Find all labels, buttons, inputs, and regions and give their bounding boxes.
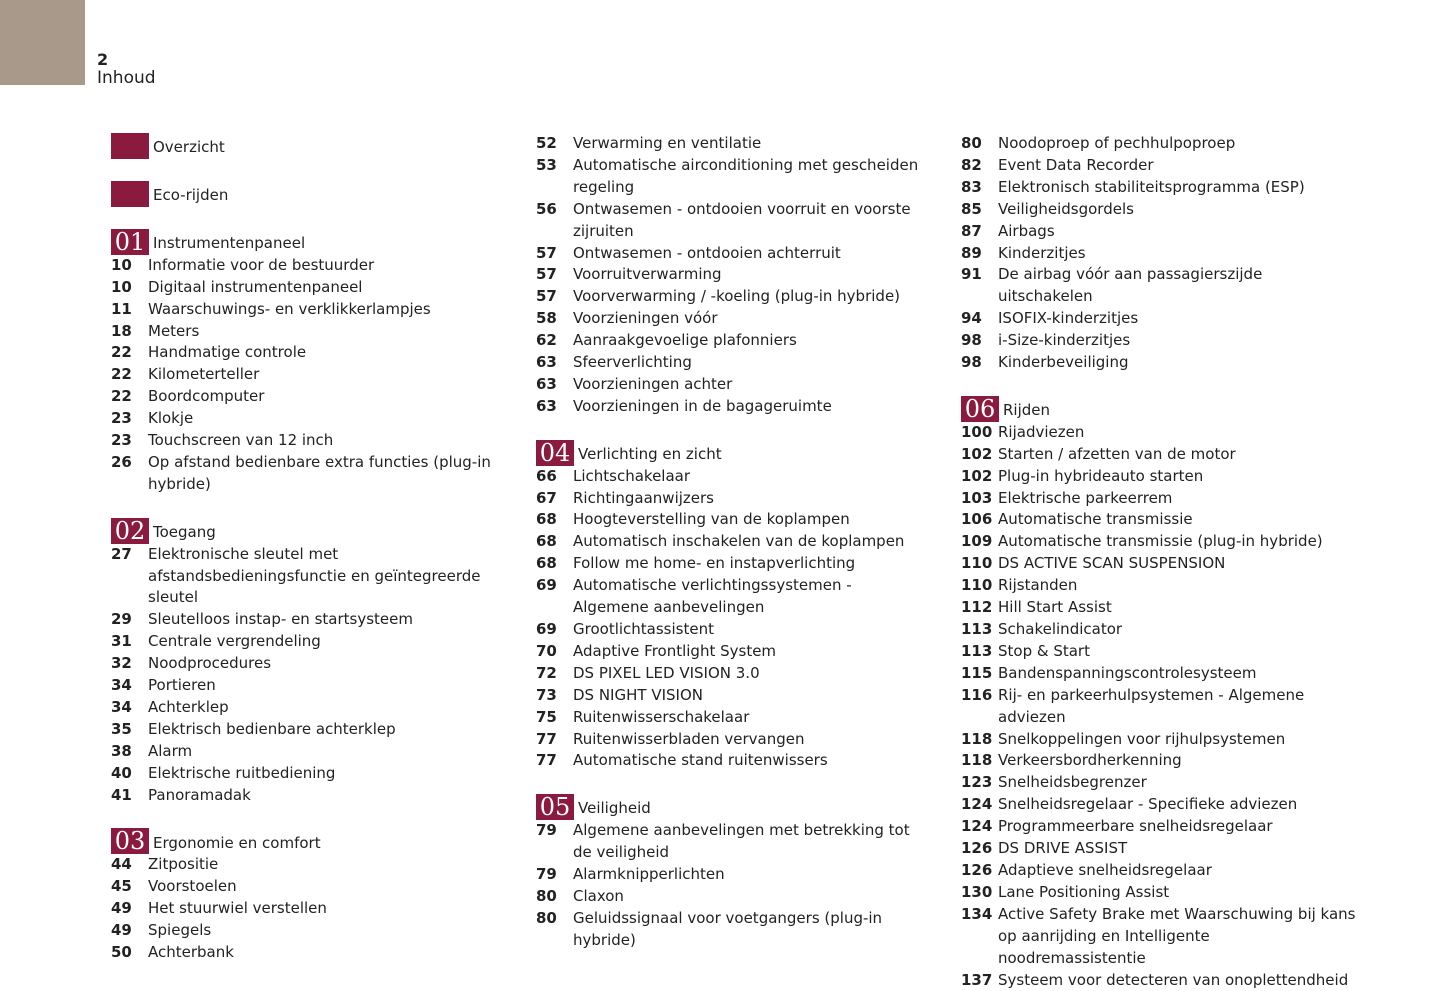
spacer: [111, 207, 511, 229]
toc-entry-text: DS DRIVE ASSIST: [998, 839, 1128, 858]
toc-entry-text: Hill Start Assist: [998, 598, 1112, 617]
toc-entry[interactable]: [961, 904, 1361, 970]
toc-entry[interactable]: [536, 243, 921, 265]
toc-entry-text: Follow me home- en instapverlichting: [573, 554, 856, 573]
toc-entry[interactable]: [111, 544, 511, 610]
section-heading[interactable]: [111, 828, 511, 854]
toc-entry[interactable]: [536, 820, 921, 864]
toc-entry-text: Active Safety Brake met Waarschuwing bij kans op aanrijding en Intelligente noodremassistentie: [998, 904, 1356, 967]
toc-page-number: 98: [961, 331, 982, 350]
toc-entry-text: Schakelindicator: [998, 620, 1123, 639]
toc-page-number: 57: [536, 265, 557, 284]
toc-entry[interactable]: [961, 750, 1361, 772]
toc-entry[interactable]: [536, 531, 921, 553]
toc-page-number: 69: [536, 576, 557, 595]
section-title: Toegang: [153, 522, 216, 541]
toc-entry[interactable]: [111, 321, 511, 343]
toc-entry[interactable]: [111, 653, 511, 675]
toc-entry[interactable]: [961, 264, 1361, 308]
toc-entry[interactable]: [961, 685, 1361, 729]
toc-entry[interactable]: [961, 330, 1361, 352]
toc-entry-text: Op afstand bedienbare extra functies (plug-in hybride): [148, 452, 491, 493]
toc-page-number: 31: [111, 632, 132, 651]
toc-entry-text: Alarmknipperlichten: [573, 865, 725, 884]
toc-entry-text: Ruitenwisserbladen vervangen: [573, 729, 805, 748]
toc-entry-text: Elektrisch bedienbare achterklep: [148, 719, 396, 738]
section-heading[interactable]: [536, 440, 921, 466]
toc-page-number: 134: [961, 904, 993, 923]
toc-entry[interactable]: [536, 199, 921, 243]
toc-entry[interactable]: [111, 364, 511, 386]
toc-page-number: 72: [536, 663, 557, 682]
toc-entry-text: Kinderbeveiliging: [998, 353, 1129, 372]
toc-entry-text: Adaptive Frontlight System: [573, 641, 777, 660]
toc-entry-text: DS ACTIVE SCAN SUSPENSION: [998, 554, 1226, 573]
toc-entry[interactable]: [111, 942, 511, 964]
toc-page-number: 66: [536, 466, 557, 485]
spacer: [536, 772, 921, 794]
toc-page-number: 52: [536, 134, 557, 152]
toc-entry[interactable]: [536, 352, 921, 374]
toc-entry-text: Rijadviezen: [998, 422, 1085, 441]
spacer: [111, 807, 511, 829]
spacer: [961, 374, 1361, 396]
toc-entry[interactable]: [536, 750, 921, 772]
section-title: Veiligheid: [578, 799, 651, 818]
toc-entry-text: Ontwasemen - ontdooien achterruit: [573, 243, 841, 262]
toc-entry[interactable]: [961, 860, 1361, 882]
toc-page-number: 98: [961, 353, 982, 372]
toc-page-number: 56: [536, 199, 557, 218]
toc-entry-text: Panoramadak: [148, 785, 251, 804]
toc-entry-text: Spiegels: [148, 921, 212, 940]
toc-entry-text: Rijstanden: [998, 576, 1078, 595]
toc-entry[interactable]: [536, 133, 921, 155]
toc-entry[interactable]: [111, 697, 511, 719]
toc-entry[interactable]: [536, 330, 921, 352]
toc-entry[interactable]: [961, 422, 1361, 444]
toc-page-number: 87: [961, 221, 982, 240]
section-heading[interactable]: [111, 133, 511, 159]
toc-entry-text: Event Data Recorder: [998, 155, 1154, 174]
toc-page-number: 77: [536, 751, 557, 770]
section-number-badge: 02: [111, 518, 149, 544]
toc-page-number: 112: [961, 598, 993, 617]
corner-tab: [0, 0, 85, 85]
toc-entry-text: Kinderzitjes: [998, 243, 1086, 262]
toc-entry-text: Richtingaanwijzers: [573, 488, 714, 507]
toc-entry[interactable]: [961, 597, 1361, 619]
section-heading[interactable]: [111, 229, 511, 255]
toc-entry[interactable]: [536, 264, 921, 286]
section-number-badge: [111, 133, 149, 159]
toc-page-number: 69: [536, 620, 557, 639]
toc-entry[interactable]: [961, 466, 1361, 488]
section-number-badge: 04: [536, 440, 574, 466]
toc-entry-text: Hoogteverstelling van de koplampen: [573, 510, 850, 529]
spacer: [111, 159, 511, 181]
toc-page-number: 82: [961, 155, 982, 174]
toc-entry[interactable]: [111, 854, 511, 876]
toc-entry-text: Starten / afzetten van de motor: [998, 444, 1236, 463]
toc-entry-text: Voorruitverwarming: [573, 265, 722, 284]
toc-page-number: 113: [961, 620, 993, 639]
toc-entry[interactable]: [961, 663, 1361, 685]
toc-entry[interactable]: [536, 908, 921, 952]
toc-page-number: 73: [536, 685, 557, 704]
toc-entry-text: Elektronisch stabiliteitsprogramma (ESP): [998, 177, 1305, 196]
section-title: Verlichting en zicht: [578, 444, 722, 463]
toc-page-number: 27: [111, 544, 132, 563]
toc-entry-text: Bandenspanningscontrolesysteem: [998, 663, 1257, 682]
toc-entry-text: DS NIGHT VISION: [573, 685, 703, 704]
toc-page-number: 26: [111, 452, 132, 471]
toc-page-number: 106: [961, 510, 993, 529]
toc-entry-text: Automatische transmissie: [998, 510, 1193, 529]
toc-page-number: 63: [536, 353, 557, 372]
toc-entry-text: Lichtschakelaar: [573, 466, 691, 485]
toc-entry[interactable]: [961, 531, 1361, 553]
toc-page-number: 115: [961, 663, 993, 682]
toc-entry-text: Adaptieve snelheidsregelaar: [998, 860, 1212, 879]
toc-entry-text: Automatische verlichtingssystemen - Algemene aanbevelingen: [573, 576, 852, 617]
toc-entry[interactable]: [536, 575, 921, 619]
toc-entry-text: Voorzieningen in de bagageruimte: [573, 396, 832, 415]
toc-entry[interactable]: [536, 286, 921, 308]
section-number-badge: 06: [961, 396, 999, 422]
toc-entry[interactable]: [961, 352, 1361, 374]
toc-entry-text: Achterbank: [148, 943, 234, 962]
toc-page-number: 89: [961, 243, 982, 262]
section-title: Ergonomie en comfort: [153, 833, 321, 852]
toc-entry-text: Grootlichtassistent: [573, 620, 714, 639]
toc-page-number: 80: [961, 134, 982, 152]
toc-entry-text: Rij- en parkeerhulpsystemen - Algemene adviezen: [998, 685, 1305, 726]
toc-entry[interactable]: [536, 553, 921, 575]
toc-entry-text: Sleutelloos instap- en startsysteem: [148, 610, 413, 629]
toc-entry[interactable]: [961, 308, 1361, 330]
toc-page-number: 38: [111, 741, 132, 760]
toc-page-number: 50: [111, 943, 132, 962]
toc-page-number: 110: [961, 576, 993, 595]
toc-entry[interactable]: [111, 277, 511, 299]
toc-entry[interactable]: [111, 763, 511, 785]
toc-page-number: 32: [111, 654, 132, 673]
toc-page-number: 79: [536, 821, 557, 840]
toc-page-number: 49: [111, 921, 132, 940]
toc-page-number: 94: [961, 309, 982, 328]
toc-entry[interactable]: [536, 509, 921, 531]
toc-entry[interactable]: [961, 794, 1361, 816]
toc-entry[interactable]: [111, 876, 511, 898]
toc-entry[interactable]: [111, 920, 511, 942]
toc-entry[interactable]: [961, 970, 1361, 991]
toc-entry-text: Automatische transmissie (plug-in hybride): [998, 532, 1323, 551]
section-heading[interactable]: [536, 794, 921, 820]
toc-page-number: 124: [961, 817, 993, 836]
toc-page-number: 68: [536, 510, 557, 529]
toc-entry-text: Systeem voor detecteren van onoplettendheid: [998, 970, 1349, 989]
toc-entry-text: Geluidssignaal voor voetgangers (plug-in hybride): [573, 908, 883, 949]
toc-entry[interactable]: [111, 299, 511, 321]
toc-page-number: 102: [961, 466, 993, 485]
toc-entry[interactable]: [536, 396, 921, 418]
toc-entry-text: Touchscreen van 12 inch: [148, 431, 334, 450]
toc-entry[interactable]: [111, 898, 511, 920]
toc-entry[interactable]: [961, 816, 1361, 838]
toc-entry[interactable]: [961, 838, 1361, 860]
toc-page-number: 57: [536, 287, 557, 306]
toc-entry-text: Klokje: [148, 409, 194, 428]
toc-entry-text: Voorverwarming / -koeling (plug-in hybride): [573, 287, 901, 306]
toc-page-number: 126: [961, 860, 993, 879]
toc-entry-text: Stop & Start: [998, 641, 1090, 660]
section-title: Rijden: [1003, 400, 1051, 419]
toc-entry[interactable]: [961, 619, 1361, 641]
toc-page-number: 29: [111, 610, 132, 629]
toc-entry-text: Portieren: [148, 676, 216, 695]
toc-entry[interactable]: [536, 308, 921, 330]
toc-entry-text: Achterklep: [148, 697, 229, 716]
toc-entry-text: Alarm: [148, 741, 193, 760]
toc-page-number: 124: [961, 795, 993, 814]
section-number-badge: 01: [111, 229, 149, 255]
toc-page-number: 34: [111, 697, 132, 716]
toc-entry-text: DS PIXEL LED VISION 3.0: [573, 663, 760, 682]
toc-entry-text: Snelheidsregelaar - Specifieke adviezen: [998, 795, 1298, 814]
toc-entry[interactable]: [536, 685, 921, 707]
toc-entry-text: Boordcomputer: [148, 387, 265, 406]
toc-page-number: 44: [111, 855, 132, 874]
toc-page-number: 137: [961, 970, 993, 989]
toc-column-2: [536, 133, 921, 952]
section-number-badge: [111, 181, 149, 207]
toc-page-number: 34: [111, 676, 132, 695]
section-title: Eco-rijden: [153, 185, 229, 204]
section-number-badge: 03: [111, 828, 149, 854]
toc-entry[interactable]: [961, 221, 1361, 243]
toc-entry-text: Waarschuwings- en verklikkerlampjes: [148, 299, 431, 318]
toc-entry[interactable]: [961, 882, 1361, 904]
toc-entry[interactable]: [961, 575, 1361, 597]
toc-entry[interactable]: [961, 729, 1361, 751]
toc-entry[interactable]: [111, 631, 511, 653]
toc-page-number: 79: [536, 865, 557, 884]
toc-entry-text: Ontwasemen - ontdooien voorruit en voorste zijruiten: [573, 199, 911, 240]
toc-page-number: 130: [961, 882, 993, 901]
toc-entry[interactable]: [961, 243, 1361, 265]
toc-entry-text: Digitaal instrumentenpaneel: [148, 277, 363, 296]
toc-entry-text: Airbags: [998, 221, 1055, 240]
toc-entry-text: De airbag vóór aan passagierszijde uitschakelen: [998, 265, 1263, 306]
toc-page-number: 40: [111, 763, 132, 782]
spacer: [111, 496, 511, 518]
section-heading[interactable]: [961, 396, 1361, 422]
toc-entry[interactable]: [111, 452, 511, 496]
toc-entry-text: Voorzieningen achter: [573, 374, 733, 393]
page-title: Inhoud: [97, 68, 156, 88]
toc-entry[interactable]: [536, 488, 921, 510]
toc-page-number: 103: [961, 488, 993, 507]
toc-entry[interactable]: [961, 177, 1361, 199]
toc-page-number: 70: [536, 641, 557, 660]
toc-page-number: 63: [536, 374, 557, 393]
section-title: Instrumentenpaneel: [153, 233, 306, 252]
toc-entry-text: Kilometerteller: [148, 365, 260, 384]
toc-page-number: 45: [111, 877, 132, 896]
toc-entry[interactable]: [111, 719, 511, 741]
toc-page-number: 113: [961, 641, 993, 660]
toc-entry[interactable]: [536, 619, 921, 641]
toc-entry-text: Handmatige controle: [148, 343, 307, 362]
toc-page-number: 23: [111, 409, 132, 428]
toc-entry-text: Meters: [148, 321, 200, 340]
toc-entry[interactable]: [536, 864, 921, 886]
toc-entry[interactable]: [961, 133, 1361, 155]
toc-page-number: 18: [111, 321, 132, 340]
toc-entry[interactable]: [111, 675, 511, 697]
toc-page-number: 118: [961, 751, 993, 770]
toc-entry[interactable]: [536, 663, 921, 685]
toc-entry[interactable]: [961, 488, 1361, 510]
toc-entry-text: Noodprocedures: [148, 654, 272, 673]
toc-entry[interactable]: [961, 444, 1361, 466]
toc-entry-text: Noodoproep of pechhulpoproep: [998, 134, 1236, 152]
toc-entry-text: Zitpositie: [148, 855, 219, 874]
toc-page-number: 91: [961, 265, 982, 284]
toc-entry-text: Verkeersbordherkenning: [998, 751, 1182, 770]
spacer: [536, 418, 921, 440]
toc-entry-text: Elektrische parkeerrem: [998, 488, 1173, 507]
toc-entry-text: Automatische airconditioning met gescheiden regeling: [573, 155, 919, 196]
toc-entry[interactable]: [961, 553, 1361, 575]
section-number-badge: 05: [536, 794, 574, 820]
toc-entry-text: Voorstoelen: [148, 877, 237, 896]
toc-page-number: 85: [961, 199, 982, 218]
toc-page-number: 63: [536, 396, 557, 415]
toc-page-number: 41: [111, 785, 132, 804]
toc-entry[interactable]: [536, 886, 921, 908]
toc-entry-text: Ruitenwisserschakelaar: [573, 707, 750, 726]
page-number: 2: [97, 50, 109, 69]
toc-page-number: 80: [536, 886, 557, 905]
toc-entry-text: Programmeerbare snelheidsregelaar: [998, 817, 1273, 836]
toc-entry[interactable]: [111, 741, 511, 763]
toc-entry[interactable]: [111, 785, 511, 807]
toc-entry[interactable]: [536, 155, 921, 199]
toc-column-1: [111, 133, 511, 964]
toc-entry-text: Automatische stand ruitenwissers: [573, 751, 828, 770]
toc-page-number: 58: [536, 309, 557, 328]
toc-entry[interactable]: [111, 609, 511, 631]
toc-page-number: 62: [536, 331, 557, 350]
toc-page-number: 22: [111, 387, 132, 406]
toc-page-number: 49: [111, 899, 132, 918]
toc-entry-text: Veiligheidsgordels: [998, 199, 1134, 218]
toc-entry-text: Sfeerverlichting: [573, 353, 692, 372]
toc-entry-text: Informatie voor de bestuurder: [148, 255, 375, 274]
toc-entry[interactable]: [111, 408, 511, 430]
toc-page-number: 100: [961, 422, 993, 441]
toc-entry-text: Aanraakgevoelige plafonniers: [573, 331, 797, 350]
toc-page-number: 22: [111, 343, 132, 362]
toc-page-number: 123: [961, 773, 993, 792]
toc-entry-text: Snelkoppelingen voor rijhulpsystemen: [998, 729, 1286, 748]
toc-entry-text: Algemene aanbevelingen met betrekking tot de veiligheid: [573, 821, 910, 862]
toc-entry-text: Centrale vergrendeling: [148, 632, 321, 651]
toc-entry-text: i-Size-kinderzitjes: [998, 331, 1131, 350]
toc-page-number: 68: [536, 532, 557, 551]
toc-entry[interactable]: [536, 729, 921, 751]
toc-page-number: 23: [111, 431, 132, 450]
toc-page-number: 10: [111, 277, 132, 296]
toc-page-number: 22: [111, 365, 132, 384]
toc-entry[interactable]: [961, 199, 1361, 221]
toc-page-number: 57: [536, 243, 557, 262]
toc-entry[interactable]: [536, 374, 921, 396]
toc-entry-text: Elektronische sleutel met afstandsbedieningsfunctie en geïntegreerde sleutel: [148, 544, 481, 607]
toc-page-number: 80: [536, 908, 557, 927]
toc-entry[interactable]: [111, 255, 511, 277]
toc-entry-text: Voorzieningen vóór: [573, 309, 718, 328]
toc-entry[interactable]: [536, 707, 921, 729]
toc-page-number: 118: [961, 729, 993, 748]
toc-page-number: 110: [961, 554, 993, 573]
toc-entry-text: Claxon: [573, 886, 624, 905]
toc-entry-text: ISOFIX-kinderzitjes: [998, 309, 1139, 328]
toc-entry-text: Snelheidsbegrenzer: [998, 773, 1147, 792]
toc-entry[interactable]: [961, 772, 1361, 794]
toc-entry[interactable]: [111, 386, 511, 408]
toc-page-number: 126: [961, 839, 993, 858]
toc-entry[interactable]: [536, 466, 921, 488]
toc-entry-text: Verwarming en ventilatie: [573, 134, 762, 152]
section-heading[interactable]: [111, 518, 511, 544]
section-title: Overzicht: [153, 138, 225, 157]
toc-page-number: 53: [536, 155, 557, 174]
toc-entry[interactable]: [111, 342, 511, 364]
toc-page-number: 75: [536, 707, 557, 726]
toc-page-number: 35: [111, 719, 132, 738]
toc-entry-text: Plug-in hybrideauto starten: [998, 466, 1204, 485]
toc-entry-text: Automatisch inschakelen van de koplampen: [573, 532, 905, 551]
toc-page-number: 77: [536, 729, 557, 748]
toc-page-number: 67: [536, 488, 557, 507]
toc-entry-text: Lane Positioning Assist: [998, 882, 1170, 901]
toc-entry-text: Het stuurwiel verstellen: [148, 899, 327, 918]
toc-page-number: 102: [961, 444, 993, 463]
toc-entry[interactable]: [536, 641, 921, 663]
section-heading[interactable]: [111, 181, 511, 207]
toc-page-number: 68: [536, 554, 557, 573]
toc-page-number: 10: [111, 255, 132, 274]
toc-page-number: 83: [961, 177, 982, 196]
toc-entry[interactable]: [111, 430, 511, 452]
toc-entry[interactable]: [961, 641, 1361, 663]
toc-entry[interactable]: [961, 509, 1361, 531]
toc-entry-text: Elektrische ruitbediening: [148, 763, 336, 782]
toc-entry[interactable]: [961, 155, 1361, 177]
toc-column-3: [961, 133, 1361, 991]
toc-page-number: 109: [961, 532, 993, 551]
toc-page-number: 11: [111, 299, 132, 318]
toc-page-number: 116: [961, 685, 993, 704]
